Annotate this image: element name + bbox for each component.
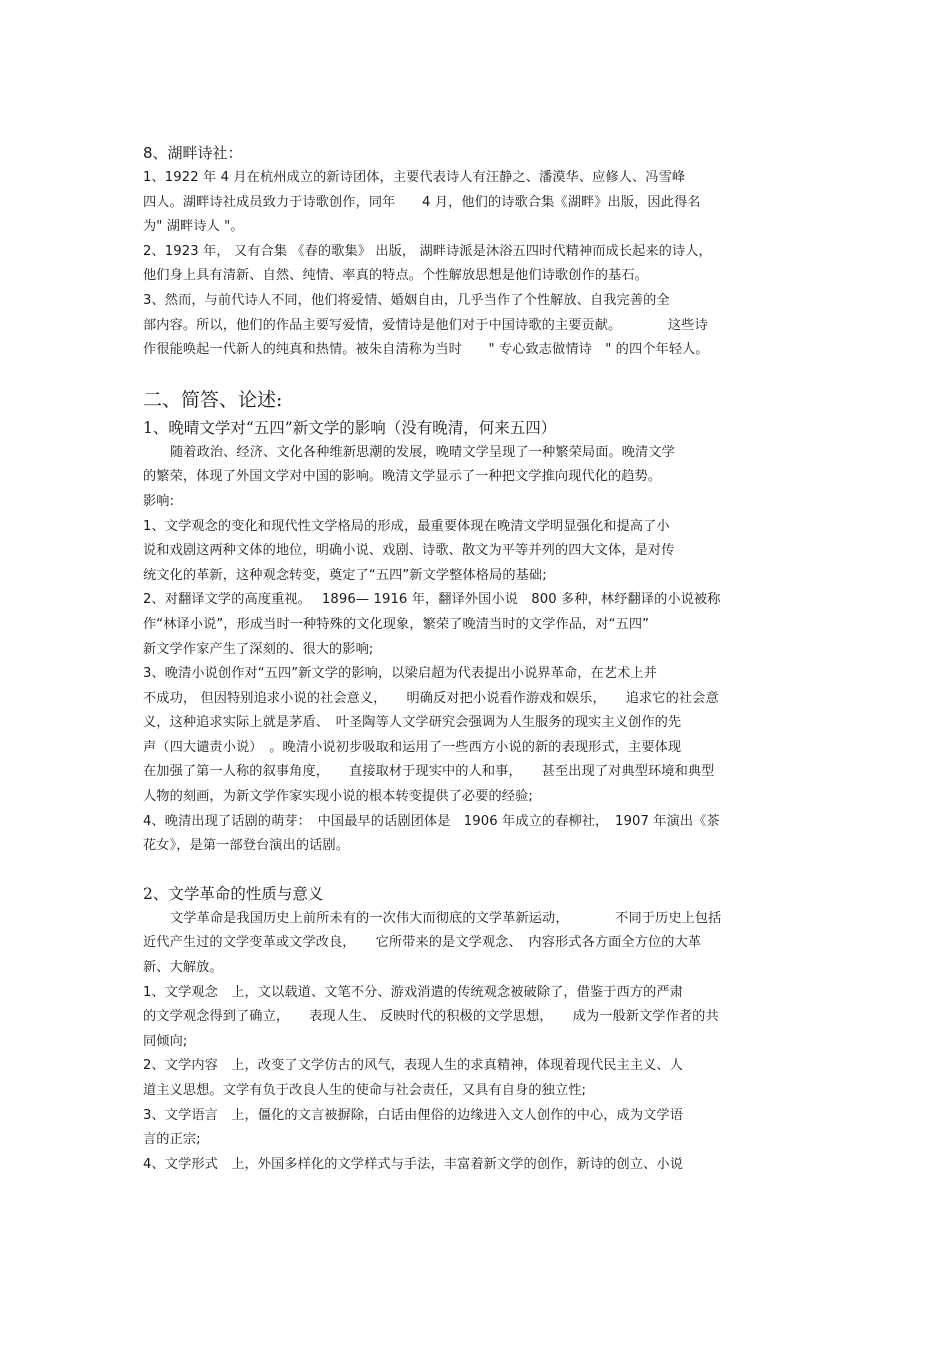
text-line: 2、对翻译文学的高度重视。 1896— 1916 年，翻译外国小说 800 多种，林纾翻译的小说被称 [143,592,721,608]
text-line: 1、文学观念的变化和现代性文学格局的形成，最重要体现在晚清文学明显强化和提高了小 [143,518,670,534]
text-line: 部内容。所以，他们的作品主要写爱情，爱情诗是他们对于中国诗歌的主要贡献。 这些诗 [143,317,708,333]
text-line: 1、文学观念 上，文以载道、文笔不分、游戏消遣的传统观念被破除了，借鉴于西方的严肃 [143,984,683,1000]
text-line: 四人。湖畔诗社成员致力于诗歌创作，同年 4 月，他们的诗歌合集《湖畔》出版，因此得名 [143,194,701,210]
text-line: 1、1922 年 4 月在杭州成立的新诗团体，主要代表诗人有汪静之、潘漠华、应修人、冯雪峰 [143,170,686,185]
paragraph-revolution-1 [143,981,808,1055]
paragraph-hupan-1 [143,166,808,240]
paragraph-hupan-3 [143,289,808,363]
text-line: 他们身上具有清新、自然、纯情、率真的特点。个性解放思想是他们诗歌创作的基石。 [143,268,648,284]
paragraph-late-qing-intro [143,441,808,490]
text-line: 2、文学内容 上，改变了文学仿古的风气，表现人生的求真精神，体现着现代民主主义、人 [143,1058,683,1074]
text-line: 义，这种追求实际上就是茅盾、 叶圣陶等人文学研究会强调为人生服务的现实主义创作的先 [143,715,682,731]
text-line: 同倾向; [143,1033,188,1049]
question-title-late-qing: 1、晚晴文学对“五四”新文学的影响（没有晚清，何来五四） [143,418,557,437]
text-line: 为" 湖畔诗人 "。 [143,219,244,235]
text-line: 3、晚清小说创作对“五四”新文学的影响，以梁启超为代表提出小说界革命，在艺术上并 [143,666,657,682]
text-line: 4、晚清出现了话剧的萌芽： 中国最早的话剧团体是 1906 年成立的春柳社， 1907 年演出《茶 [143,813,720,829]
paragraph-late-qing-2 [143,588,808,662]
text-line: 统文化的革新，这种观念转变，奠定了“五四”新文学整体格局的基础; [143,567,547,583]
paragraph-revolution-2 [143,1054,808,1103]
text-line: 花女》，是第一部登台演出的话剧。 [143,838,349,854]
text-line: 文学革命是我国历史上前所未有的一次伟大而彻底的文学革新运动， 不同于历史上包括 [170,910,722,926]
text-line: 3、然而，与前代诗人不同，他们将爱情、婚姻自由，几乎当作了个性解放、自我完善的全 [143,292,670,308]
paragraph-late-qing-1 [143,515,808,589]
paragraph-hupan-2 [143,240,808,289]
text-line: 新、大解放。 [143,960,223,976]
text-line: 的繁荣，体现了外国文学对中国的影响。晚清文学显示了一种把文学推向现代化的趋势。 [143,469,662,485]
document-content [143,140,808,1177]
text-line: 的文学观念得到了确立， 表现人生、 反映时代的积极的文学思想， 成为一般新文学作者的共 [143,1009,719,1025]
text-line: 不成功， 但因特别追求小说的社会意义， 明确反对把小说看作游戏和娱乐， 追求它的社会意 [143,690,719,706]
text-line: 说和戏剧这两种文体的地位，明确小说、戏剧、诗歌、散文为平等并列的四大文体，是对传 [143,543,675,559]
paragraph-revolution-3 [143,1104,808,1153]
influence-label: 影响: [143,493,175,509]
text-line: 道主义思想。文学有负于改良人生的使命与社会责任，又具有自身的独立性; [143,1083,587,1098]
paragraph-late-qing-3 [143,662,808,810]
paragraph-revolution-4 [143,1153,808,1178]
text-line: 新文学作家产生了深刻的、很大的影响; [143,641,374,657]
paragraph-revolution-intro [143,907,808,981]
section-title-short-answer: 二、简答、论述: [143,388,283,411]
text-line: 声（四大谴责小说） 。晚清小说初步吸取和运用了一些西方小说的新的表现形式，主要体现 [143,739,682,755]
text-line: 2、1923 年， 又有合集 《春的歌集》 出版， 湖畔诗派是沐浴五四时代精神而成长起来的诗人， [143,243,712,259]
section-title-hupan: 8、湖畔诗社： [143,144,243,162]
text-line: 言的正宗; [143,1132,201,1148]
question-title-literary-revolution: 2、文学革命的性质与意义 [143,884,324,903]
text-line: 人物的刻画，为新文学作家实现小说的根本转变提供了必要的经验; [143,789,533,805]
text-line: 在加强了第一人称的叙事角度， 直接取材于现实中的人和事， 甚至出现了对典型环境和典型 [143,764,715,780]
paragraph-late-qing-4 [143,810,808,859]
text-line: 随着政治、经济、文化各种维新思潮的发展，晚晴文学呈现了一种繁荣局面。晚清文学 [170,444,675,460]
text-line: 近代产生过的文学变革或文学改良， 它所带来的是文学观念、 内容形式各方面全方位的大革 [143,935,702,951]
text-line: 4、文学形式 上，外国多样化的文学样式与手法，丰富着新文学的创作，新诗的创立、小说 [143,1156,683,1172]
text-line: 作“林译小说”，形成当时一种特殊的文化现象，繁荣了晚清当时的文学作品，对“五四” [143,616,650,632]
text-line: 3、文学语言 上，僵化的文言被摒除，白话由俚俗的边缘进入文人创作的中心，成为文学语 [143,1107,683,1123]
text-line: 作很能唤起一代新人的纯真和热情。被朱自清称为当时 " 专心致志做情诗 " 的四个年轻人。 [143,342,709,358]
